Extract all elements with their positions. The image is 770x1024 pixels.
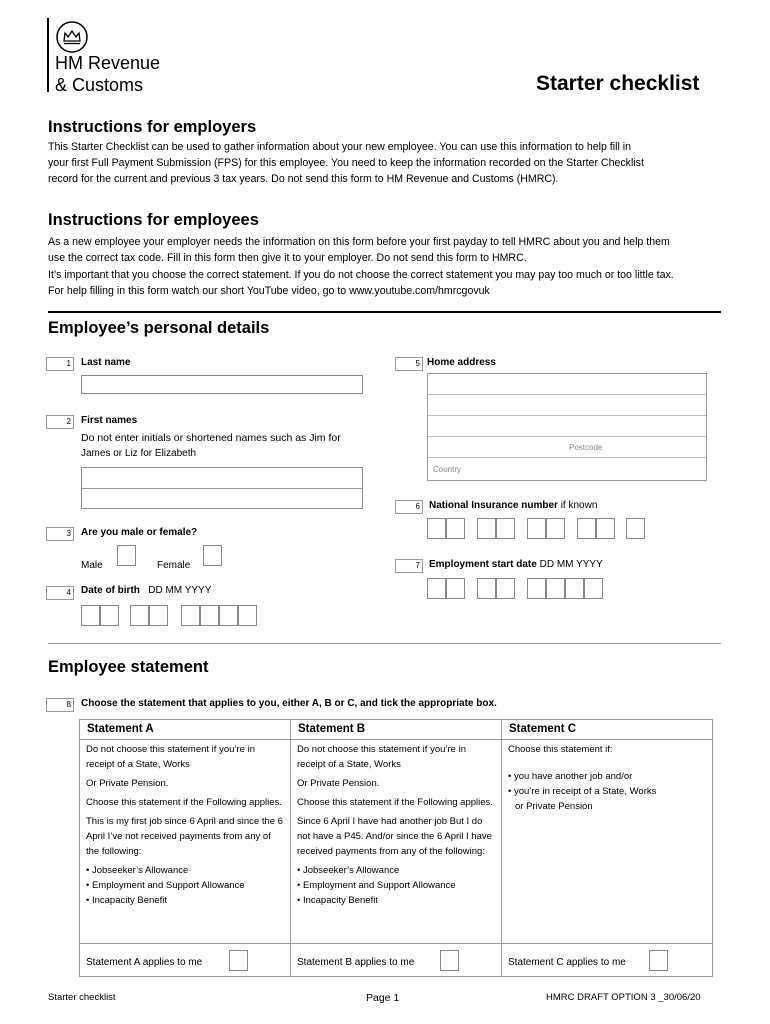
statement-c-heading: Statement C xyxy=(502,720,712,740)
country-field[interactable] xyxy=(428,458,706,481)
question-number: 1 xyxy=(46,357,74,371)
statement-c-footer xyxy=(502,943,712,976)
statement-a-applies-label: Statement A applies to me xyxy=(86,957,203,968)
statement-c-text: Choose this statement if: xyxy=(508,744,613,755)
dob-year-boxes[interactable] xyxy=(181,605,257,626)
first-names-hint: Do not enter initials or shortened names such as Jim for xyxy=(81,432,341,444)
footer-version: HMRC DRAFT OPTION 3 _30/06/20 xyxy=(546,992,701,1003)
dob-day-boxes[interactable] xyxy=(81,605,119,626)
employees-text-2: It’s important that you choose the correct statement. If you do not choose the correct statement you may pay too much or too little tax. For help filling in this form watch our short YouTube video, go to www.youtube.com/hmrcgovuk xyxy=(48,269,674,297)
employers-text: This Starter Checklist can be used to gather information about your new employee. You can use this information to help fill in your first Full Payment Submission (FPS) for this employee. You need to keep the information recorded on the Starter Checklist record for the current and previous 3 tax years. Do not send this form to HM Revenue and Customs (HMRC). xyxy=(48,141,644,185)
statement-a-text: Or Private Pension. xyxy=(86,778,169,789)
statement-c-body xyxy=(508,742,708,814)
dob-label xyxy=(81,585,211,596)
statement-a-bullet: • Employment and Support Allowance xyxy=(86,880,245,891)
section-divider xyxy=(48,311,721,313)
start-month-boxes[interactable] xyxy=(477,578,515,599)
female-label: Female xyxy=(157,560,191,571)
statement-b-text: Or Private Pension. xyxy=(297,778,380,789)
statement-a-bullet: • Jobseeker’s Allowance xyxy=(86,865,189,876)
statement-b-heading: Statement B xyxy=(291,720,501,740)
postcode-field[interactable] xyxy=(428,437,706,458)
org-name-line2: & Customs xyxy=(55,75,144,95)
statement-b-applies-label: Statement B applies to me xyxy=(297,957,415,968)
male-checkbox[interactable] xyxy=(117,545,136,566)
start-date-format: DD MM YYYY xyxy=(539,559,603,570)
statement-c-column xyxy=(502,720,712,976)
ni-number-label-text: National Insurance number xyxy=(429,500,558,511)
question-number: 4 xyxy=(46,586,74,600)
statement-b-body xyxy=(297,742,497,908)
ni-suffix-box[interactable] xyxy=(626,518,645,539)
statement-c-bullet: • you have another job and/or xyxy=(508,771,633,782)
question-number: 5 xyxy=(395,357,423,371)
statement-instruction: Choose the statement that applies to you, either A, B or C, and tick the appropriate box. xyxy=(81,698,497,709)
statement-a-checkbox[interactable] xyxy=(229,950,248,971)
page-title: Starter checklist xyxy=(536,72,700,95)
employee-statement-heading: Employee statement xyxy=(48,658,209,676)
statement-table xyxy=(79,719,713,977)
start-year-boxes[interactable] xyxy=(527,578,603,599)
statement-c-bullet: or Private Pension xyxy=(515,801,593,812)
start-day-boxes[interactable] xyxy=(427,578,465,599)
footer-form-name: Starter checklist xyxy=(48,992,116,1003)
question-number: 7 xyxy=(395,559,423,573)
statement-c-checkbox[interactable] xyxy=(649,950,668,971)
dob-format: DD MM YYYY xyxy=(148,585,212,596)
footer-page-number: Page 1 xyxy=(366,992,400,1004)
last-name-label: Last name xyxy=(81,357,131,368)
statement-b-footer xyxy=(291,943,501,976)
gender-label: Are you male or female? xyxy=(81,527,198,538)
statement-b-text: Choose this statement if the Following applies. xyxy=(297,797,493,808)
employers-heading: Instructions for employers xyxy=(48,118,257,136)
start-date-label xyxy=(429,559,603,570)
statement-a-text: Choose this statement if the Following applies. xyxy=(86,797,282,808)
statement-a-footer xyxy=(80,943,290,976)
first-names-hint: James or Liz for Elizabeth xyxy=(81,448,197,459)
dob-month-boxes[interactable] xyxy=(130,605,168,626)
crown-crest-icon xyxy=(55,20,89,54)
statement-b-text: Do not choose this statement if you’re in receipt of a State, Works xyxy=(297,744,466,770)
male-label: Male xyxy=(81,560,103,571)
statement-b-bullet: • Employment and Support Allowance xyxy=(297,880,456,891)
statement-a-heading: Statement A xyxy=(80,720,290,740)
personal-details-heading: Employee’s personal details xyxy=(48,319,270,337)
employees-heading: Instructions for employees xyxy=(48,211,259,229)
employees-text-1: As a new employee your employer needs the information on this form before your first payday to tell HMRC about you and help them use the correct tax code. Fill in this form then give it to your employer. Do not send this form to HMRC. xyxy=(48,236,670,264)
start-date-label-text: Employment start date xyxy=(429,559,537,570)
question-number: 8 xyxy=(46,698,74,712)
ni-number-suffix: if known xyxy=(560,500,598,511)
question-number: 6 xyxy=(395,500,423,514)
last-name-input[interactable] xyxy=(81,375,363,394)
statement-b-checkbox[interactable] xyxy=(440,950,459,971)
female-checkbox[interactable] xyxy=(203,545,222,566)
section-divider xyxy=(48,643,721,644)
first-names-line-divider xyxy=(82,488,362,489)
statement-b-bullet: • Jobseeker’s Allowance xyxy=(297,865,400,876)
postcode-label: Postcode xyxy=(569,443,603,452)
ni-digits-boxes-3[interactable] xyxy=(577,518,615,539)
home-address-label: Home address xyxy=(427,357,496,368)
statement-a-body xyxy=(86,742,286,908)
country-label: Country xyxy=(433,465,462,474)
org-name-line1: HM Revenue xyxy=(55,53,161,73)
address-line-1[interactable] xyxy=(428,374,706,395)
statement-a-column xyxy=(80,720,291,976)
address-line-3[interactable] xyxy=(428,416,706,437)
logo-rule xyxy=(47,18,49,92)
ni-letters-boxes[interactable] xyxy=(427,518,465,539)
statement-a-text: This is my first job since 6 April and since the 6 April I’ve not received payments from any of the following: xyxy=(86,816,283,857)
statement-b-column xyxy=(291,720,502,976)
ni-digits-boxes-2[interactable] xyxy=(527,518,565,539)
statement-c-bullet: • you’re in receipt of a State, Works xyxy=(508,786,657,797)
statement-b-text: Since 6 April I have had another job But I do not have a P45. And/or since the 6 April I have received payments from any of the following: xyxy=(297,816,492,857)
ni-digits-boxes-1[interactable] xyxy=(477,518,515,539)
statement-b-bullet: • Incapacity Benefit xyxy=(297,895,378,906)
question-number: 2 xyxy=(46,415,74,429)
first-names-label: First names xyxy=(81,415,138,426)
first-names-input[interactable] xyxy=(81,467,363,509)
statement-c-applies-label: Statement C applies to me xyxy=(508,957,626,968)
home-address-input[interactable] xyxy=(427,373,707,481)
statement-a-bullet: • Incapacity Benefit xyxy=(86,895,167,906)
address-line-2[interactable] xyxy=(428,395,706,416)
question-number: 3 xyxy=(46,527,74,541)
dob-label-text: Date of birth xyxy=(81,585,140,596)
statement-a-text: Do not choose this statement if you’re in receipt of a State, Works xyxy=(86,744,255,770)
ni-number-label xyxy=(429,500,597,511)
